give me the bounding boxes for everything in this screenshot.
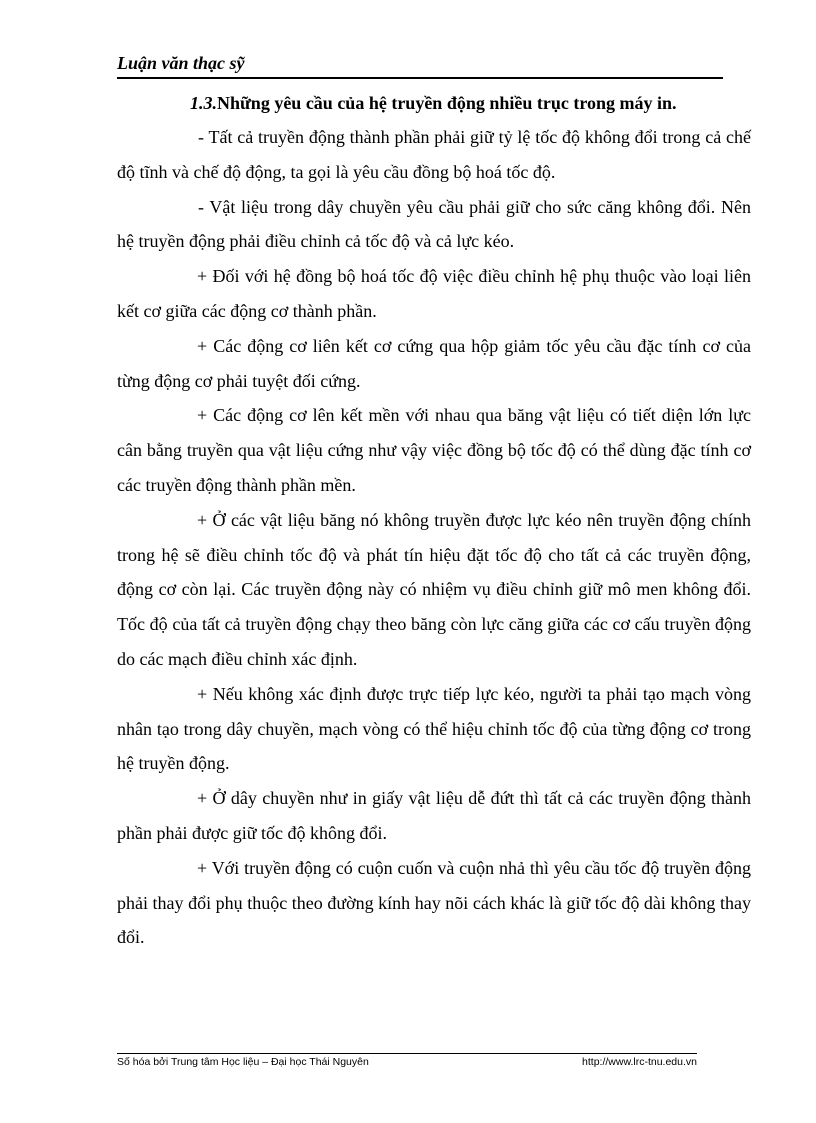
paragraph: + Với truyền động có cuộn cuốn và cuộn nhả thì yêu cầu tốc độ truyền động phải thay đổi phụ thuộc theo đường kính hay nõi cách khác là giữ tốc độ dài không thay đổi. [117,857,751,948]
section-number: 1.3. [190,93,217,113]
section-title: Những yêu cầu của hệ truyền động nhiều trục trong máy in. [217,93,677,113]
paragraph: + Đối với hệ đồng bộ hoá tốc độ việc điều chỉnh hệ phụ thuộc vào loại liên kết cơ giữa các động cơ thành phần. [117,266,751,321]
paragraph: - Vật liệu trong dây chuyền yêu cầu phải giữ cho sức căng không đổi. Nên hệ truyền động phải điều chỉnh cả tốc độ và cả lực kéo. [117,196,751,252]
paragraph: + Ở dây chuyền như in giấy vật liệu dễ đứt thì tất cả các truyền động thành phần phải được giữ tốc độ không đổi. [117,788,751,843]
footer-url: http://www.lrc-tnu.edu.vn [582,1056,697,1068]
page-header [117,52,723,79]
paragraph: + Nếu không xác định được trực tiếp lực kéo, người ta phải tạo mạch vòng nhân tạo trong dây chuyền, mạch vòng có thể hiệu chỉnh tốc độ của từng động cơ trong hệ truyền động. [117,683,751,774]
paragraph: + Ở các vật liệu băng nó không truyền được lực kéo nên truyền động chính trong hệ sẽ điều chỉnh tốc độ và phát tín hiệu đặt tốc độ cho tất cả các truyền động, động cơ còn lại. Các truyền động này có nhiệm vụ điều chỉnh giữ mô men không đổi. Tốc độ của tất cả truyền động chạy theo băng còn lực căng giữa các cơ cấu truyền động do các mạch điều chỉnh xác định. [117,509,751,669]
paragraph: + Các động cơ lên kết mền với nhau qua băng vật liệu có tiết diện lớn lực cân bằng truyền qua vật liệu cứng như vậy việc đồng bộ tốc độ có thể dùng đặc tính cơ các truyền động thành phần mền. [117,405,751,495]
document-body [117,87,751,955]
footer-source: Số hóa bởi Trung tâm Học liệu – Đại học Thái Nguyên [117,1056,369,1068]
page-footer [117,1053,697,1068]
header-title: Luận văn thạc sỹ [117,53,245,73]
paragraph: + Các động cơ liên kết cơ cứng qua hộp giảm tốc yêu cầu đặc tính cơ của từng động cơ phải tuyệt đối cứng. [117,335,751,391]
paragraph: - Tất cả truyền động thành phần phải giữ tỷ lệ tốc độ không đổi trong cả chế độ tĩnh và chế độ động, ta gọi là yêu cầu đồng bộ hoá tốc độ. [117,127,751,182]
section-heading [117,87,751,120]
